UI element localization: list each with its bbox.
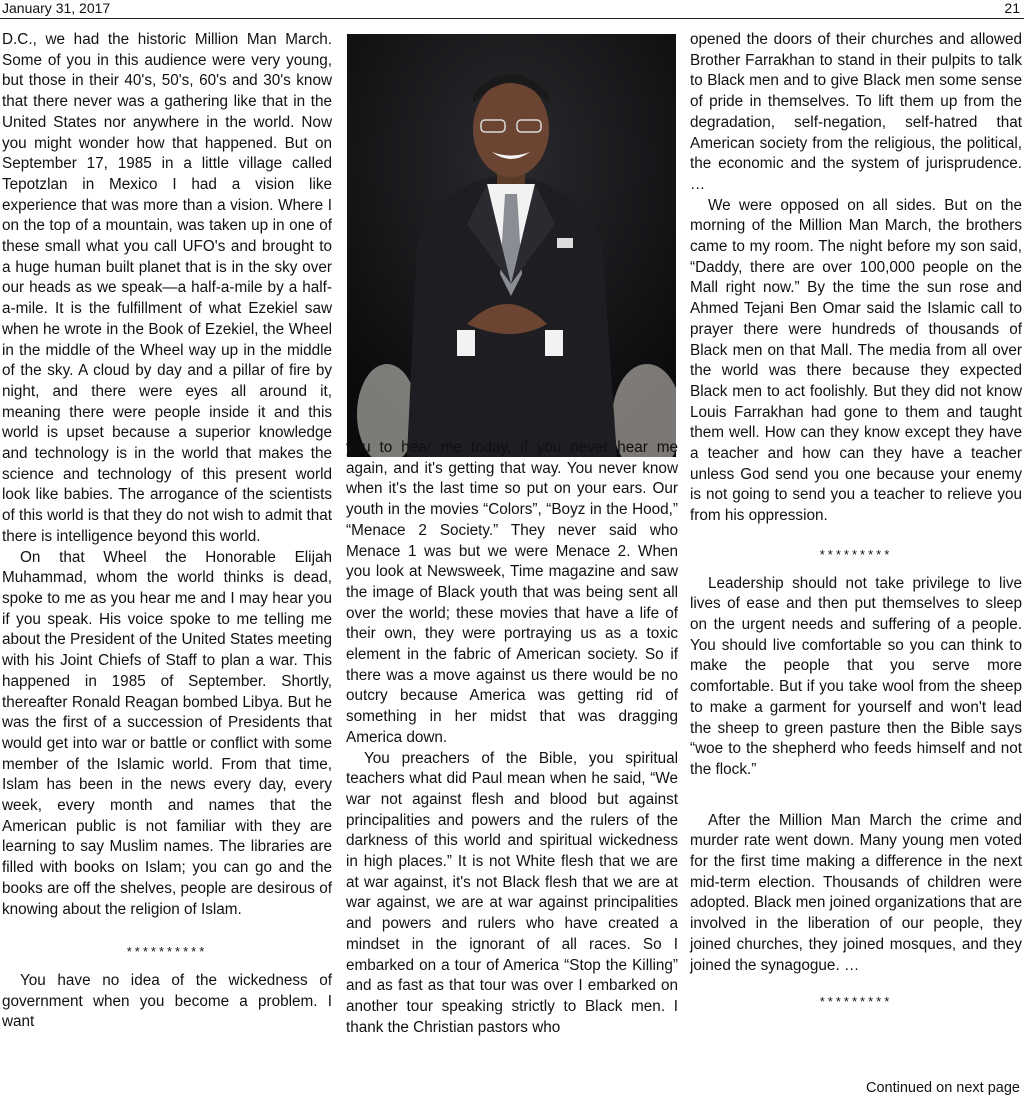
page-number: 21 — [1004, 0, 1020, 16]
speaker-photo — [347, 34, 676, 457]
paragraph: On that Wheel the Honorable Elijah Muhammad, whom the world thinks is dead, spoke to me as you hear me and I may hear you if you speak. His voice spoke to me telling me about the President of the United States meeting with his Joint Chiefs of Staff to plan a war. This happened in 1985 of September. Shortly, thereafter Ronald Reagan bombed Libya. But he was the first of a succession of Presidents that would get into war or battle or conflict with some member of the Islamic world. From that time, Islam has been in the news every day, every week, every month and names that the American public is not familiar with they are learning to say Muslim names. The libraries are filled with books on Islam; you can go and the books are off the shelves, people are desirous of knowing about the religion of Islam. — [2, 548, 332, 918]
article-column-3 — [690, 30, 1022, 1021]
page-header — [0, 0, 1024, 19]
issue-date: January 31, 2017 — [2, 0, 111, 16]
paragraph: opened the doors of their churches and allowed Brother Farrakhan to stand in their pulpits to talk to Black men and to give Black men some sense of pride in themselves. To lift them up from the degradation, self-negation, self-hatred that American society from the religious, the political, the economic and the system of jurisprudence. … — [690, 31, 1022, 193]
paragraph: you to hear me today, if you never hear me again, and it's getting that way. You never know when it's the last time so put on your ears. Our youth in the movies “Colors”, “Boyz in the Hood,” “Menace 2 Society.” They never said who Menace 1 was but we were Menace 2. When you look at Newsweek, Time magazine and saw the image of Black youth that was being sent all over the world; these movies that have a life of their own, they were portraying us as a toxic element in the fabric of American society. So if there was a move against us there would be no outcry because America was getting rid of something in her midst that was dragging America down. — [346, 439, 678, 746]
article-column-1 — [2, 30, 332, 1033]
paragraph: Leadership should not take privilege to live lives of ease and then put themselves to sleep on the urgent needs and suffering of a people. You should live comfortable so you can think to make the people that you serve more comfortable. But if you take wool from the sheep to make a garment for yourself and won't lead the sheep to green pasture then the Bible says “woe to the shepherd who feeds himself and not the flock.” — [690, 574, 1022, 778]
paragraph: After the Million Man March the crime and murder rate went down. Many young men voted for the first time making a difference in the next mid-term election. Thousands of children were adopted. Black men joined organizations that are involved in the liberation of our people, they joined churches, they joined mosques, and they joined the synagogue. … — [690, 811, 1022, 974]
section-separator: ********* — [819, 994, 893, 1010]
section-separator: ********** — [126, 944, 208, 960]
article-column-2 — [346, 438, 678, 1038]
paragraph: You have no idea of the wickedness of government when you become a problem. I want — [2, 971, 332, 1031]
speaker-photo-illustration — [347, 34, 676, 457]
continued-note: Continued on next page — [866, 1080, 1020, 1096]
paragraph: D.C., we had the historic Million Man March. Some of you in this audience were very young, but those in their 40's, 50's, 60's and 30's know that there never was a gathering like that in the United States nor anywhere in the world. Now you might wonder how that happened. But on September 17, 1985 in a little village called Tepotzlan in Mexico I had a vision like experience that was more than a vision. Where I on the top of a mountain, was taken up in one of these small what you call UFO's and brought to a huge human built planet that is in the sky over our heads as we speak—a half-a-mile by a half-a-mile. It is the fulfillment of what Ezekiel saw when he wrote in the Book of Ezekiel, the Wheel in the middle of the Wheel way up in the middle of the sky. A cloud by day and a pillar of fire by night, and there were eyes all around it, meaning there were people inside it and this world is upset because a superior knowledge and technology is in the world that makes the science and technology of this present world look like babies. The arrogance of the scientists of this world is that they do not wish to admit that there is intelligence beyond this world. — [2, 31, 332, 545]
section-separator: ********* — [819, 546, 893, 562]
paragraph: We were opposed on all sides. But on the morning of the Million Man March, the brothers came to my room. The night before my son said, “Daddy, there are over 100,000 people on the Mall right now.” By the time the sun rose and Ahmed Tejani Ben Omar said the Islamic call to prayer there were hundreds of thousands of Black men on that Mall. The media from all over the world was there because they expected Black men to act foolishly. But they did not know Louis Farrakhan had gone to them and taught them well. How can they know except they have a teacher and how can they have a teacher unless God send you one because your enemy is not going to send you a teacher to relieve you from his oppression. — [690, 196, 1022, 525]
paragraph: You preachers of the Bible, you spiritual teachers what did Paul mean when he said, “We war not against flesh and blood but against principalities and powers and the rulers of the darkness of this world and spiritual wickedness in high places.” It is not White flesh that we are at war against, it's not Black flesh that we are at war against, we are at war against principalities and powers and rulers who have created a mindset in the ignorant of all races. So I embarked on a tour of America “Stop the Killing” and as fast as that tour was over I embarked on another tour speaking strictly to Black men. I thank the Christian pastors who — [346, 749, 678, 1036]
